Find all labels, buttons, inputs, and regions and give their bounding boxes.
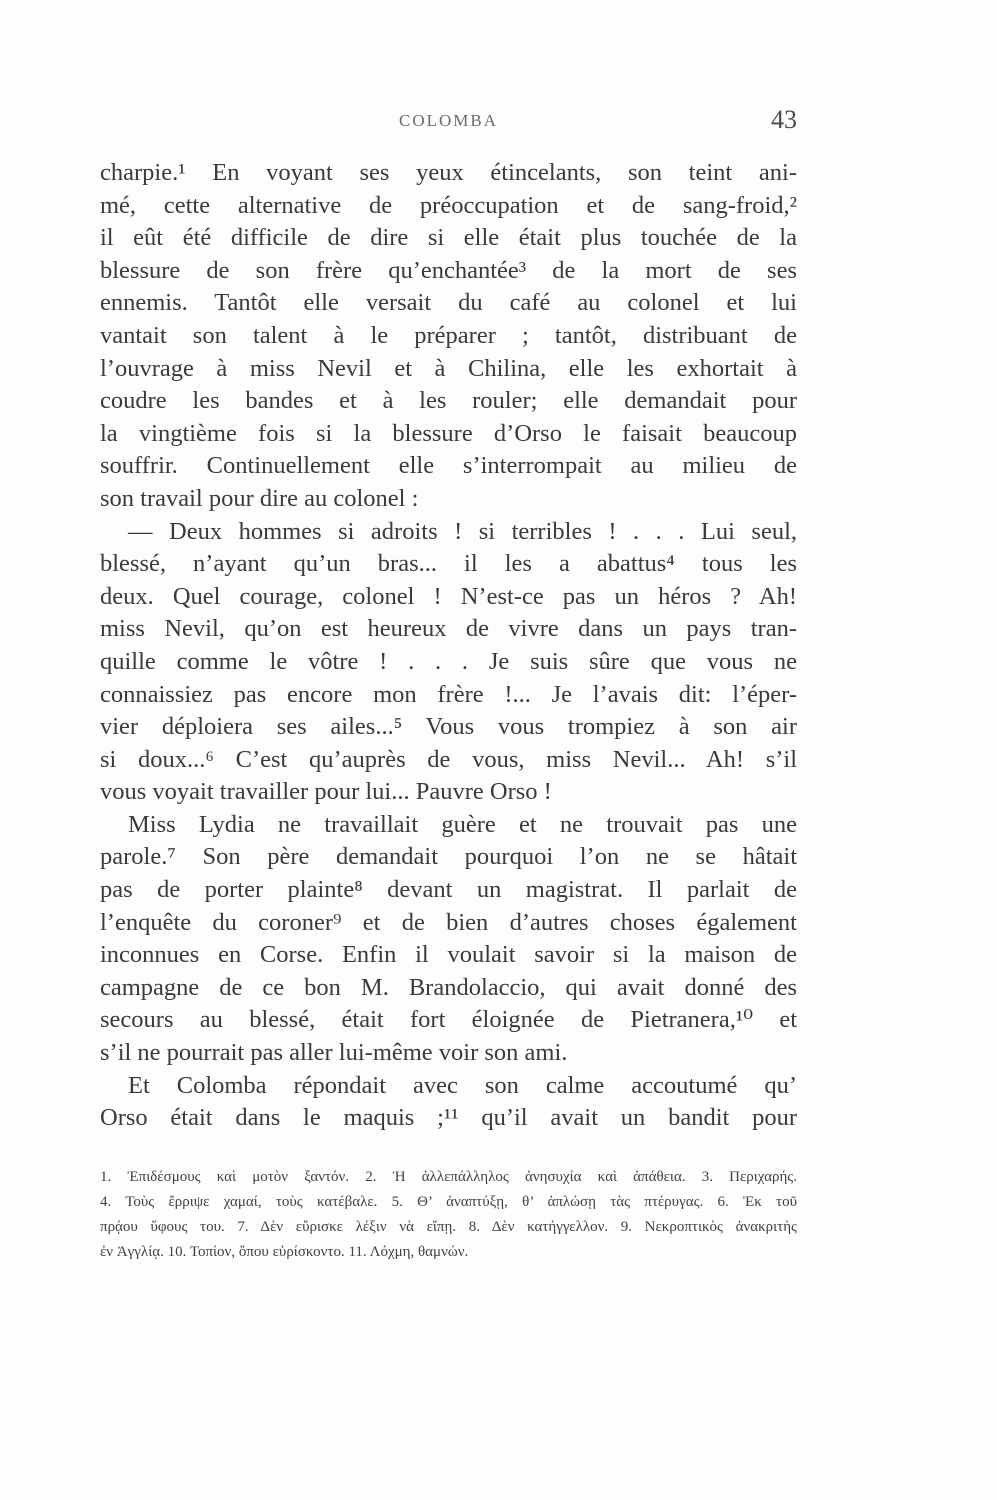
text-line: Orso était dans le maquis ;¹¹ qu’il avait un bandit pour [100,1104,797,1132]
text-line: Et Colomba répondait avec son calme accoutumé qu’ [128,1071,797,1099]
text-line: pas de porter plainte⁸ devant un magistrat. Il parlait de [100,876,797,904]
text-line: son travail pour dire au colonel : [100,484,419,512]
text-line: s’il ne pourrait pas aller lui-même voir son ami. [100,1039,568,1067]
text-line: campagne de ce bon M. Brandolaccio, qui avait donné des [100,973,797,1001]
text-line: deux. Quel courage, colonel ! N’est-ce pas un héros ? Ah! [100,582,797,610]
text-line: blessé, n’ayant qu’un bras... il les a abattus⁴ tous les [100,550,797,578]
running-head [100,105,797,141]
footnote-line: ἐν Ἀγγλίᾳ. 10. Τοπίον, ὅπου εὑρίσκοντο. 11. Λόχμη, θαμνών. [100,1244,469,1260]
footnote-line: πρᾴου ὕφους του. 7. Δὲν εὕρισκε λέξιν νὰ εἴπῃ. 8. Δὲν κατήγγελλον. 9. Νεκροπτικὸς ἀνακριτὴς [100,1219,797,1235]
text-line: blessure de son frère qu’enchantée³ de la mort de ses [100,256,797,284]
text-line: secours au blessé, était fort éloignée de Pietranera,¹⁰ et [100,1006,797,1034]
text-line: mé, cette alternative de préoccupation et de sang-froid,² [100,191,797,219]
text-line: si doux...⁶ C’est qu’auprès de vous, miss Nevil... Ah! s’il [100,745,797,773]
running-title: COLOMBA [398,111,498,130]
text-line: parole.⁷ Son père demandait pourquoi l’on ne se hâtait [100,843,797,871]
text-line: coudre les bandes et à les rouler; elle demandait pour [100,387,797,415]
text-line: souffrir. Continuellement elle s’interrompait au milieu de [100,452,797,480]
body-text [100,157,797,1135]
text-line: ennemis. Tantôt elle versait du café au colonel et lui [100,289,797,317]
text-line: la vingtième fois si la blessure d’Orso le faisait beaucoup [100,419,797,447]
text-line: l’ouvrage à miss Nevil et à Chilina, elle les exhortait à [100,354,797,382]
text-line: Miss Lydia ne travaillait guère et ne trouvait pas une [128,810,797,838]
footnotes [100,1165,797,1265]
text-line: — Deux hommes si adroits ! si terribles ! . . . Lui seul, [128,517,797,545]
text-line: connaissiez pas encore mon frère !... Je l’avais dit: l’éper- [100,680,797,708]
text-line: inconnues en Corse. Enfin il voulait savoir si la maison de [100,941,797,969]
text-line: vous voyait travailler pour lui... Pauvre Orso ! [100,778,552,806]
text-line: vier déploiera ses ailes...⁵ Vous vous trompiez à son air [100,713,797,741]
page-number: 43 [771,105,797,134]
text-line: charpie.¹ En voyant ses yeux étincelants, son teint ani- [100,159,797,186]
text-line: l’enquête du coroner⁹ et de bien d’autres choses également [100,908,797,936]
text-line: quille comme le vôtre ! . . . Je suis sûre que vous ne [100,647,797,675]
footnote-line: 4. Τοὺς ἔρριψε χαμαί, τοὺς κατέβαλε. 5. Θ’ ἀναπτύξῃ, θ’ ἁπλώσῃ τὰς πτέρυγας. 6. Ἐκ τοῦ [100,1194,797,1210]
text-line: il eût été difficile de dire si elle était plus touchée de la [100,224,797,252]
text-line: vantait son talent à le préparer ; tantôt, distribuant de [100,321,797,349]
text-line: miss Nevil, qu’on est heureux de vivre dans un pays tran- [100,615,797,643]
footnote-line: 1. Ἐπιδέσμους καὶ μοτὸν ξαντόν. 2. Ἡ ἀλλεπάλληλος ἀνησυχία καὶ ἀπάθεια. 3. Περιχαρής. [100,1169,797,1185]
